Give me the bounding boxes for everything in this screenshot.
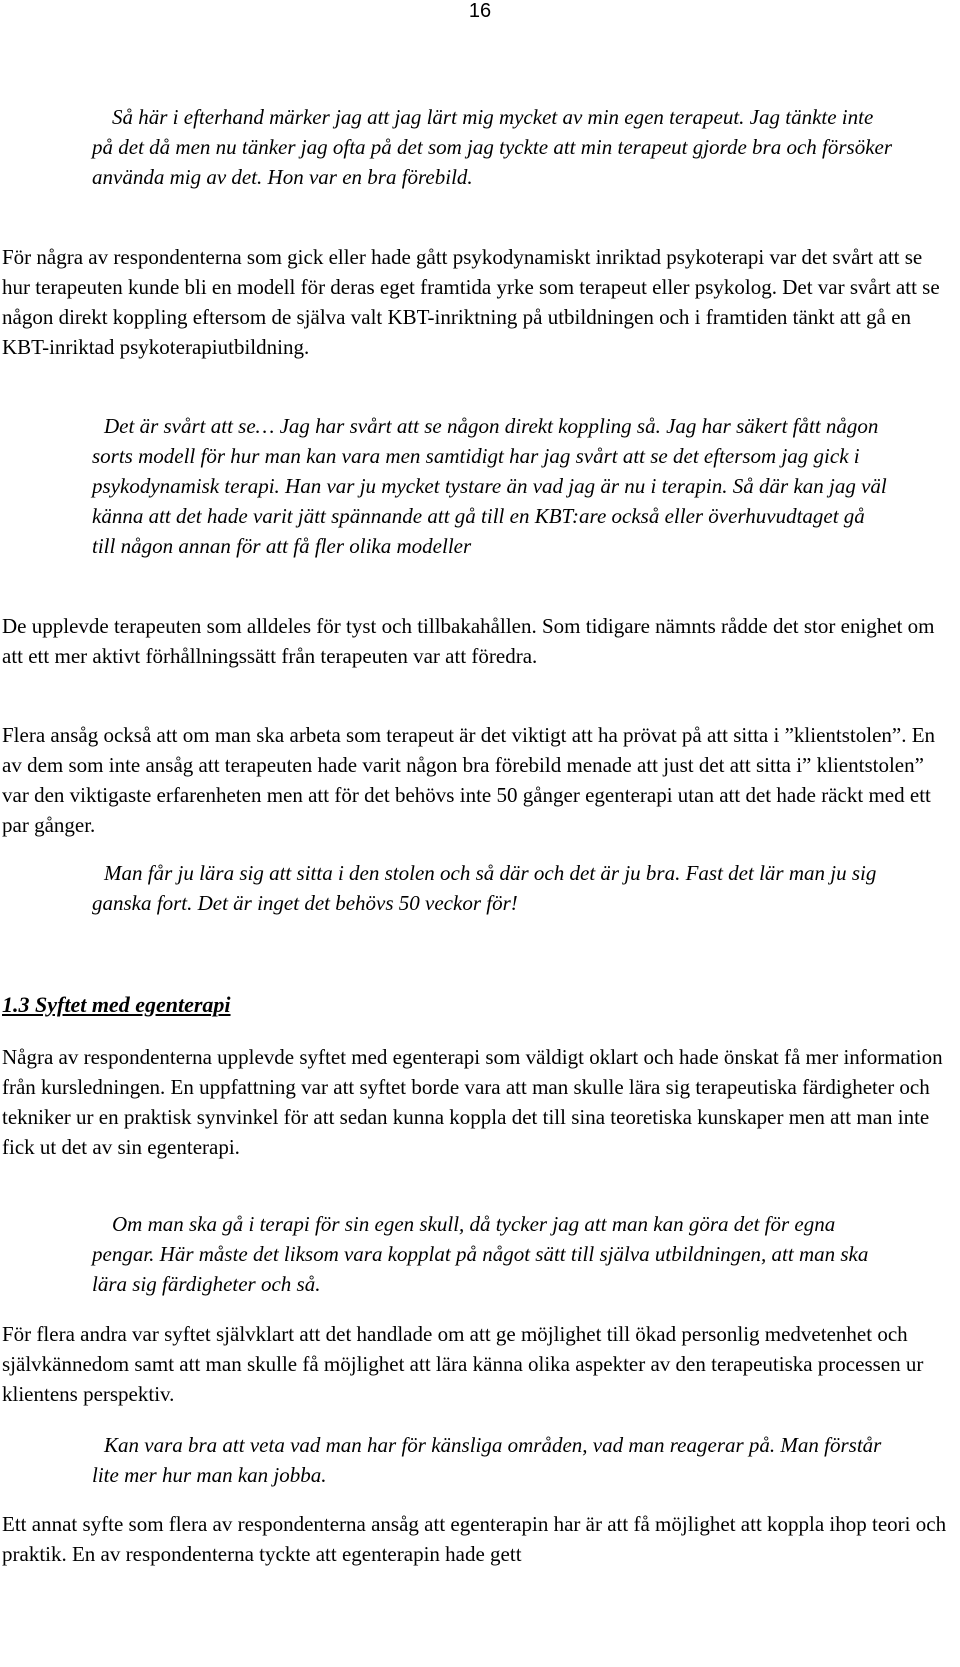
body-paragraph: Flera ansåg också att om man ska arbeta som terapeut är det viktigt att ha prövat på att sitta i ”klientstolen”. En av dem som inte ansåg att terapeuten hade varit någon bra förebild menade att just det att sitta i” klientstolen” var den viktigaste erfarenheten men att för det behövs inte 50 gånger egenterapi utan att det hade räckt med ett par gånger. [2, 723, 936, 837]
body-paragraph: De upplevde terapeuten som alldeles för tyst och tillbakahållen. Som tidigare nämnts rådde det stor enighet om att ett mer aktivt förhållningssätt från terapeuten var att föredra. [2, 614, 935, 668]
quote-block: Om man ska gå i terapi för sin egen skull, då tycker jag att man kan göra det för egna pengar. Här måste det liksom vara kopplat på något sätt till själva utbildningen, att man ska lära sig färdigheter och så. [92, 1212, 869, 1296]
quote-block: Man får ju lära sig att sitta i den stolen och så där och det är ju bra. Fast det lär man ju sig ganska fort. Det är inget det behövs 50 veckor för! [92, 861, 877, 915]
page-number: 16 [468, 0, 492, 22]
quote-block: Kan vara bra att veta vad man har för känsliga områden, vad man reagerar på. Man förstår lite mer hur man kan jobba. [92, 1433, 882, 1487]
body-paragraph: Ett annat syfte som flera av respondenterna ansåg att egenterapin har är att få möjlighet att koppla ihop teori och praktik. En av respondenterna tyckte att egenterapin hade gett [2, 1512, 947, 1566]
body-paragraph: Några av respondenterna upplevde syftet med egenterapi som väldigt oklart och hade önskat få mer information från kursledningen. En uppfattning var att syftet borde vara att man skulle lära sig terapeutiska färdigheter och tekniker ur en praktisk synvinkel för att sedan kunna koppla det till sina teoretiska kunskaper men att man inte fick ut det av sin egenterapi. [2, 1045, 943, 1159]
body-paragraph: För några av respondenterna som gick eller hade gått psykodynamiskt inriktad psykoterapi var det svårt att se hur terapeuten kunde bli en modell för deras eget framtida yrke som terapeut eller psykolog. Det var svårt att se någon direkt koppling eftersom de själva valt KBT-inriktning på utbildningen och i framtiden tänkt att gå en KBT-inriktad psykoterapiutbildning. [2, 245, 940, 359]
quote-block: Så här i efterhand märker jag att jag lärt mig mycket av min egen terapeut. Jag tänkte inte på det då men nu tänker jag ofta på det som jag tyckte att min terapeut gjorde bra och försöker använda mig av det. Hon var en bra förebild. [92, 105, 893, 189]
quote-block: Det är svårt att se… Jag har svårt att se någon direkt koppling så. Jag har säkert fått någon sorts modell för hur man kan vara men samtidigt har jag svårt att se det eftersom jag gick i psykodynamisk terapi. Han var ju mycket tystare än vad jag är nu i terapin. Så där kan jag väl känna att det hade varit jätt spännande att gå till en KBT:are också eller överhuvudtaget gå till någon annan för att få fler olika modeller [92, 414, 887, 558]
section-heading: 1.3 Syftet med egenterapi [2, 992, 231, 1017]
body-paragraph: För flera andra var syftet självklart att det handlade om att ge möjlighet till ökad personlig medvetenhet och självkännedom samt att man skulle få möjlighet att lära känna olika aspekter av den terapeutiska processen ur klientens perspektiv. [2, 1322, 924, 1406]
